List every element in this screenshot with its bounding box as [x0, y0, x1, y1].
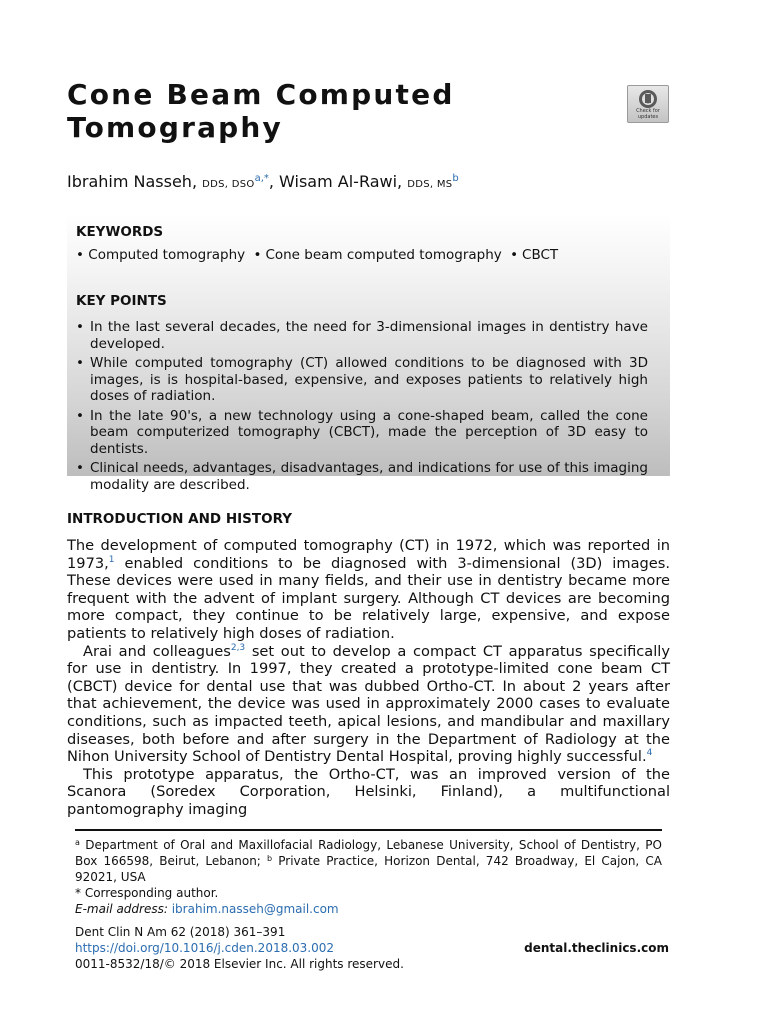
doi-row: [75, 940, 669, 956]
paragraph-1-text-b: enabled conditions to be diagnosed with 3-dimensional (3D) images. These devices were used in many fields, and their use in dentistry became more frequent with the advent of implant surgery. Although CT devices are becoming more compact, they continue to be relatively large, expensive, and expose patients to relatively high doses of radiation.: [67, 554, 670, 642]
section-heading: INTRODUCTION AND HISTORY: [67, 511, 292, 527]
keywords-list: [76, 247, 558, 263]
article-title: [67, 78, 587, 144]
affiliation-b: Private Practice, Horizon Dental, 742 Broadway, El Cajon, CA 92021, USA: [75, 854, 662, 884]
keyword-item: Cone beam computed tomography: [265, 247, 502, 263]
key-point-item: • While computed tomography (CT) allowed conditions to be diagnosed with 3D images, is is hospital-based, expensive, and exposes patients to relatively high doses of radiation.: [76, 355, 648, 405]
reference-link-1[interactable]: 1: [108, 554, 115, 565]
paragraph-2-text-b: set out to develop a compact CT apparatus specifically for use in dentistry. In 1997, they created a prototype-limited cone beam CT (CBCT) device for dental use that was dubbed Ortho-CT. In about 2 years after that achievement, the device was used in approximately 2000 cases to evaluate conditions, such as impacted teeth, apical lesions, and mandibular and maxillary diseases, both before and after surgery in the Department of Radiology at the Nihon University School of Dentistry Dental Hospital, proving highly successful.: [67, 642, 671, 766]
affiliation-marker-a: a: [75, 838, 80, 847]
paragraph-2: [67, 643, 670, 766]
citation-block: [75, 924, 669, 972]
check-for-updates-badge[interactable]: [627, 85, 669, 123]
keyword-item: Computed tomography: [88, 247, 246, 263]
keywords-heading: KEYWORDS: [76, 224, 164, 240]
check-updates-icon: [638, 89, 658, 109]
badge-text-line-1: Check for: [636, 108, 660, 114]
footnotes: [75, 837, 662, 917]
author-line: [67, 172, 459, 195]
keyword-bullet-icon: •: [76, 247, 84, 263]
journal-citation: Dent Clin N Am 62 (2018) 361–391: [75, 925, 286, 939]
keyword-bullet-icon: •: [253, 247, 262, 263]
email-line: [75, 901, 662, 917]
email-link[interactable]: ibrahim.nasseh@gmail.com: [171, 902, 339, 916]
affiliation-marker-b: b: [267, 854, 273, 863]
corresponding-author: * Corresponding author.: [75, 886, 219, 900]
key-points-list: [76, 319, 648, 496]
email-label: E-mail address:: [75, 902, 168, 916]
affiliation-a: Department of Oral and Maxillofacial Radiology, Lebanese University, School of Dentistry, PO Box 166598, Beirut, Lebanon;: [75, 838, 662, 868]
paragraph-1-text-a: The development of computed tomography (CT) in 1972, which was reported in 1973,: [67, 537, 670, 572]
keywords-keypoints-box: [67, 213, 670, 493]
key-point-item: • In the last several decades, the need for 3-dimensional images in dentistry have developed.: [76, 319, 648, 352]
author-2-name: Wisam Al-Rawi,: [279, 172, 403, 191]
author-2-affiliation-marker[interactable]: b: [452, 173, 459, 184]
journal-website[interactable]: dental.theclinics.com: [524, 941, 669, 955]
author-1-name: Ibrahim Nasseh,: [67, 172, 198, 191]
key-point-item: • In the late 90's, a new technology using a cone-shaped beam, called the cone beam computerized tomography (CBCT), made the perception of 3D easy to dentists.: [76, 408, 648, 458]
title-line-1: Cone Beam Computed: [67, 78, 455, 111]
keyword-bullet-icon: •: [510, 247, 519, 263]
copyright-line: 0011-8532/18/© 2018 Elsevier Inc. All rights reserved.: [75, 957, 404, 971]
paragraph-2-text-a: Arai and colleagues: [83, 642, 231, 660]
reference-link-4[interactable]: 4: [646, 748, 653, 759]
author-1-degrees: DDS, DSO: [202, 179, 255, 190]
body-text: [67, 537, 670, 819]
author-1-affiliation-marker[interactable]: a,*: [254, 173, 269, 184]
author-2-degrees: DDS, MS: [407, 179, 453, 190]
badge-text-line-2: updates: [637, 113, 659, 120]
title-line-2: Tomography: [67, 111, 284, 144]
affiliations: [75, 837, 662, 885]
author-separator: ,: [268, 172, 280, 191]
paragraph-3: This prototype apparatus, the Ortho-CT, was an improved version of the Scanora (Soredex Corporation, Helsinki, Finland), a multifunctional pantomography imaging: [67, 765, 670, 818]
key-points-heading: KEY POINTS: [76, 293, 167, 309]
key-point-item: • Clinical needs, advantages, disadvantages, and indications for use of this imaging modality are described.: [76, 460, 648, 493]
footnote-divider: [75, 829, 662, 831]
keyword-item: CBCT: [522, 247, 559, 263]
paragraph-1: [67, 537, 670, 643]
doi-link[interactable]: https://doi.org/10.1016/j.cden.2018.03.002: [75, 941, 335, 955]
reference-link-2-3[interactable]: 2,3: [230, 642, 246, 653]
